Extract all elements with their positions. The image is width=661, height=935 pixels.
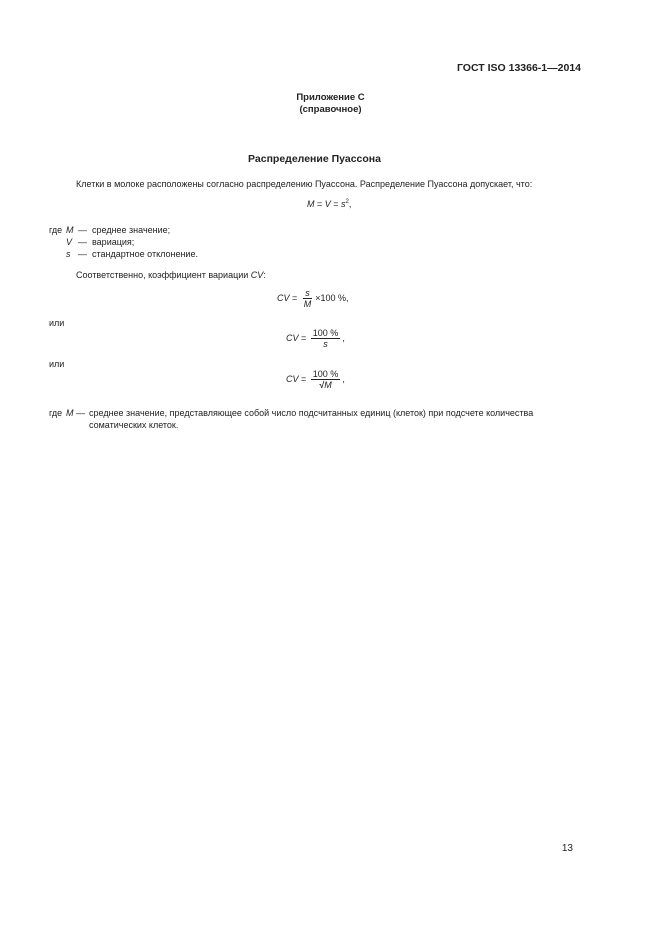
final-def-text: среднее значение, представляющее собой число подсчитанных единиц (клеток) при подсчете количества [89,408,534,418]
eq3-lhs: CV [286,332,299,343]
final-def-dash: — [76,408,85,418]
appendix-note: (справочное) [299,104,362,115]
eq2-numerator: s [305,288,310,298]
eq1-comma: , [348,199,352,209]
eq4-equals: = [298,373,309,384]
eq3-fraction [311,328,341,349]
eq2-fraction [302,288,314,309]
eq1-variance-symbol: V [324,199,331,209]
document-header: ГОСТ ISO 13366-1—2014 [456,62,581,74]
def-symbol: M [66,225,74,235]
cv-intro-colon: : [263,270,266,280]
final-def-symbol: M [66,408,74,418]
eq1-mean-symbol: M [307,199,315,209]
def-prefix: где [49,225,63,235]
def-symbol: V [66,237,73,247]
definition-list [49,224,198,260]
section-title: Распределение Пуассона [248,153,381,165]
final-def-prefix: где [49,408,63,418]
eq1-sd-symbol: s [341,199,346,209]
eq2-equals: = [289,292,300,303]
eq4-tail: , [342,373,345,384]
page-number: 13 [561,843,573,854]
eq4-numerator: 100 % [312,369,339,379]
eq3-tail: , [342,332,345,343]
def-dash: — [78,249,87,259]
appendix-heading [0,92,661,116]
eq1-equals-b: = [330,199,342,209]
eq1-exponent: 2 [345,199,349,205]
eq1-equals-a: = [314,199,325,209]
eq3-equals: = [298,332,309,343]
sqrt-icon: √ [319,380,325,390]
eq4-fraction [311,369,341,390]
equation-cv-1 [277,288,349,309]
eq4-lhs: CV [286,373,299,384]
def-text: вариация; [92,237,135,247]
def-dash: — [78,225,87,235]
final-def-line-2: соматических клеток. [89,420,179,430]
final-def-line-1 [49,407,589,419]
eq2-tail: ×100 %, [315,292,349,303]
cv-intro-text: Соответственно, коэффициент вариации [76,270,251,280]
def-text: среднее значение; [92,225,171,235]
final-definition [49,407,589,431]
or-connector: или [49,359,65,369]
cv-intro [76,269,266,281]
def-dash: — [78,237,87,247]
eq4-radicand: M [324,380,332,390]
eq2-lhs: CV [277,292,290,303]
def-symbol: s [66,249,71,259]
def-text: стандартное отклонение. [92,249,198,259]
cv-intro-symbol: CV [250,270,264,280]
intro-paragraph: Клетки в молоке расположены согласно распределению Пуассона. Распределение Пуассона допускает, что: [76,179,533,189]
eq4-denominator [317,380,333,390]
eq2-denominator: M [303,299,312,309]
equation-cv-3 [286,369,345,390]
appendix-title: Приложение С [296,92,365,103]
eq3-numerator: 100 % [312,328,339,338]
definition-row [49,248,198,260]
equation-poisson [307,199,351,209]
definition-row [49,236,198,248]
eq3-denominator: s [323,339,328,349]
definition-row [49,224,198,236]
equation-cv-2 [286,328,345,349]
or-connector: или [49,318,65,328]
